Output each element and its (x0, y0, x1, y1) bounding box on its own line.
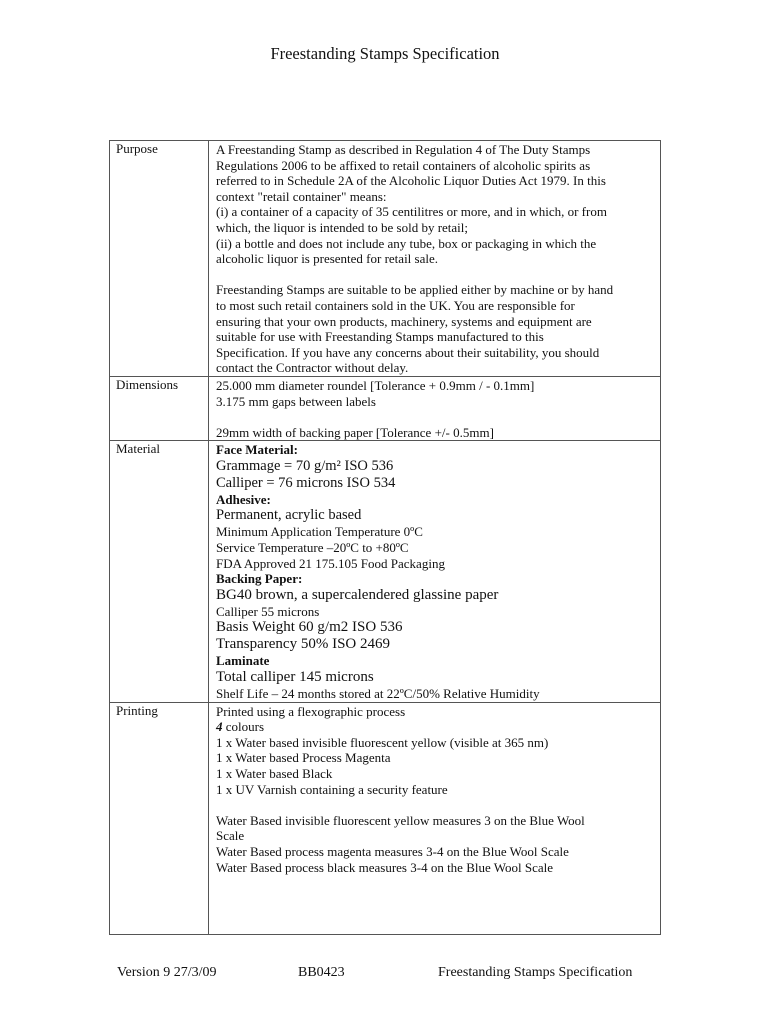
purpose-line: (i) a container of a capacity of 35 centilitres or more, and in which, or from (216, 204, 607, 220)
label-cell-material (110, 441, 209, 702)
purpose-line: Specification. If you have any concerns about their suitability, you should (216, 344, 600, 360)
specification-table (109, 140, 661, 935)
material-line: Transparency 50% ISO 2469 (216, 636, 391, 653)
purpose-line: A Freestanding Stamp as described in Regulation 4 of The Duty Stamps (216, 142, 591, 157)
purpose-line: alcoholic liquor is presented for retail sale. (216, 251, 439, 267)
printing-line: Printed using a flexographic process (216, 703, 406, 719)
purpose-line: to most such retail containers sold in the UK. You are responsible for (216, 297, 575, 313)
content-cell-printing (209, 702, 661, 934)
page-footer (0, 965, 770, 983)
ink-line: 1 x UV Varnish containing a security feature (216, 781, 448, 797)
row-material (110, 441, 661, 702)
purpose-line: Regulations 2006 to be affixed to retail containers of alcoholic spirits as (216, 157, 591, 173)
row-label-printing: Printing (116, 702, 158, 718)
material-line: Basis Weight 60 g/m2 ISO 536 (216, 619, 403, 636)
material-line: Permanent, acrylic based (216, 507, 362, 524)
dimensions-line: 3.175 mm gaps between labels (216, 393, 376, 409)
row-dimensions (110, 376, 661, 440)
material-line: Service Temperature –20ºC to +80ºC (216, 540, 409, 556)
colours-line (216, 719, 654, 735)
material-line: Minimum Application Temperature 0ºC (216, 524, 423, 540)
purpose-line: Freestanding Stamps are suitable to be applied either by machine or by hand (216, 282, 614, 298)
row-printing (110, 702, 661, 934)
material-line: BG40 brown, a supercalendered glassine paper (216, 586, 499, 603)
laminate-heading: Laminate (216, 653, 270, 669)
purpose-line: ensuring that your own products, machinery, systems and equipment are (216, 313, 592, 329)
label-cell-dimensions (110, 376, 209, 440)
row-label-dimensions: Dimensions (116, 376, 179, 392)
label-cell-purpose (110, 141, 209, 377)
purpose-line: (ii) a bottle and does not include any tube, box or packaging in which the (216, 235, 597, 251)
material-line: Grammage = 70 g/m² ISO 536 (216, 457, 394, 474)
material-line: Calliper = 76 microns ISO 534 (216, 474, 396, 491)
colours-count: 4 (216, 719, 223, 735)
purpose-line: contact the Contractor without delay. (216, 360, 409, 376)
content-cell-material (209, 441, 661, 702)
purpose-line: which, the liquor is intended to be sold by retail; (216, 219, 469, 235)
content-cell-purpose (209, 141, 661, 377)
blue-wool-line: Water Based invisible fluorescent yellow measures 3 on the Blue Wool (216, 812, 585, 828)
material-line: Calliper 55 microns (216, 603, 320, 619)
label-cell-printing (110, 702, 209, 934)
row-label-purpose: Purpose (116, 141, 158, 156)
content-cell-dimensions (209, 376, 661, 440)
colours-text: colours (222, 719, 265, 735)
page-title: Freestanding Stamps Specification (270, 44, 500, 63)
material-line: Total calliper 145 microns (216, 669, 374, 686)
dimensions-line: 29mm width of backing paper [Tolerance +/- 0.5mm] (216, 424, 494, 440)
material-line: FDA Approved 21 175.105 Food Packaging (216, 555, 445, 571)
ink-line: 1 x Water based invisible fluorescent yellow (visible at 365 nm) (216, 734, 549, 750)
blue-wool-line: Water Based process black measures 3-4 on the Blue Wool Scale (216, 859, 554, 875)
adhesive-heading: Adhesive: (216, 491, 271, 507)
backing-paper-heading: Backing Paper: (216, 571, 303, 587)
footer-version: Version 9 27/3/09 (117, 965, 217, 980)
material-line: Shelf Life – 24 months stored at 22ºC/50% Relative Humidity (216, 686, 540, 702)
purpose-line: context "retail container" means: (216, 188, 387, 204)
row-purpose (110, 141, 661, 377)
ink-line: 1 x Water based Process Magenta (216, 750, 391, 766)
footer-doc-title: Freestanding Stamps Specification (438, 965, 633, 980)
dimensions-line: 25.000 mm diameter roundel [Tolerance + 0.9mm / - 0.1mm] (216, 377, 535, 393)
blue-wool-line: Scale (216, 828, 245, 844)
row-label-material: Material (116, 441, 161, 457)
ink-line: 1 x Water based Black (216, 766, 333, 781)
purpose-line: suitable for use with Freestanding Stamps manufactured to this (216, 329, 544, 345)
face-material-heading: Face Material: (216, 442, 298, 458)
footer-code: BB0423 (298, 965, 345, 980)
blue-wool-line: Water Based process magenta measures 3-4 on the Blue Wool Scale (216, 843, 569, 859)
purpose-line: referred to in Schedule 2A of the Alcoholic Liquor Duties Act 1979. In this (216, 173, 606, 189)
